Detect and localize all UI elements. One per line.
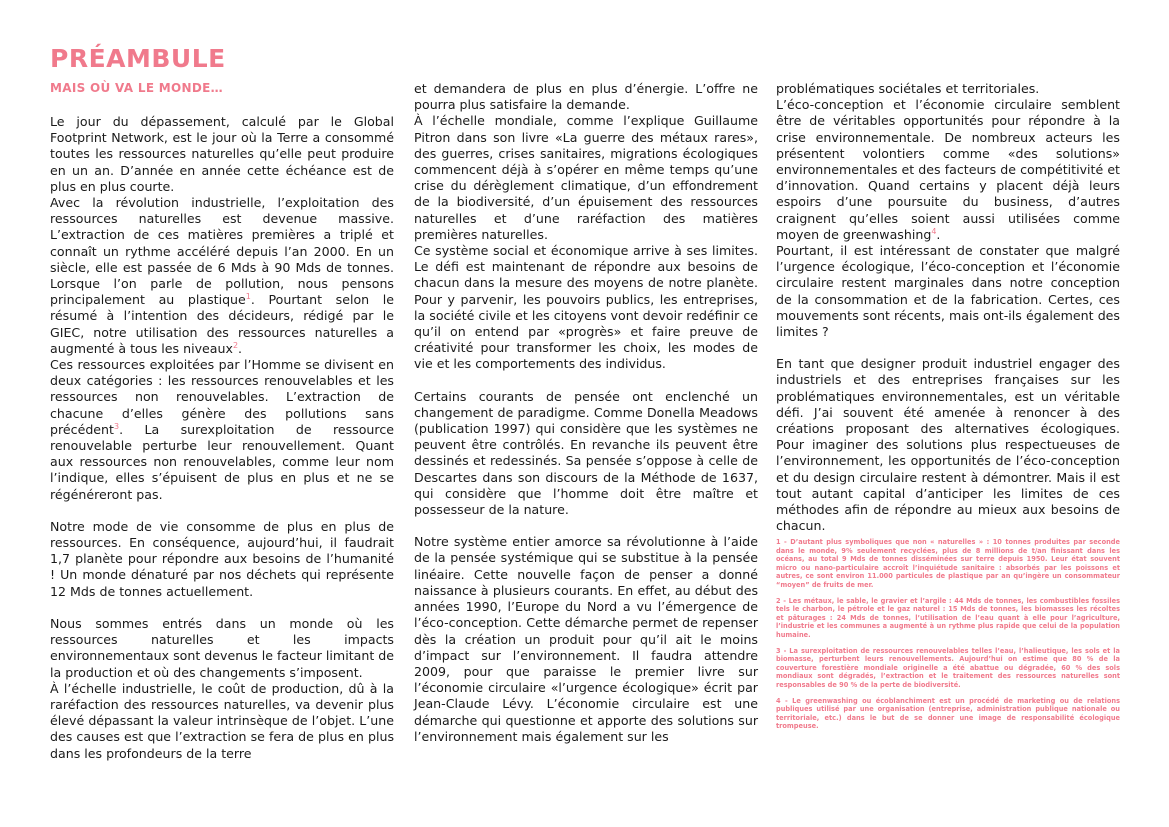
paragraph-text: L’éco-conception et l’économie circulaire semblent être de véritables opportunités pour répondre à la crise environnementale. De nombreux acteurs les présentent volontiers comme «des solutions» environnementales et des facteurs de compétitivité et d’innovation. Quand certains y placent déjà leurs espoirs d’une poursuite du business, d’autres craignent qu’elles soient aussi utilisées comme moyen de greenwashing <box>776 97 1120 242</box>
footnote-1: 1 - D’autant plus symboliques que non « naturelles » : 10 tonnes produites par seconde dans le monde, 9% seulement recyclées, plus de 8 millions de t/an finissant dans les océans, au total 9 Mds de tonnes disséminées sur terre depuis 1950. Leur état souvent micro ou nano-particulaire accroît l’inquiétude sanitaire : absorbés par les poissons et autres, ce sont environ 11.000 particules de plastique par an qu’ingère un consommateur “moyen” de fruits de mer. <box>776 538 1120 589</box>
paragraph: Notre mode de vie consomme de plus en plus de ressources. En conséquence, aujourd’hui, il faudrait 1,7 planète pour répondre aux besoins de l’humanité ! Un monde dénaturé par nos déchets qui représente 12 Mds de tonnes actuellement. <box>50 518 394 599</box>
column-3 <box>776 81 1120 739</box>
paragraph: Notre système entier amorce sa révolutionne à l’aide de la pensée systémique qui se substitue à la pensée linéaire. Cette nouvelle façon de penser a donné naissance à plusieurs courants. En effet, au début des années 1990, l’Europe du Nord a vu l’émergence de l’éco-conception. Cette démarche permet de repenser dès la création un produit pour qu’il ait le moins d’impact sur l’environnement. Il faudra attendre 2009, pour que paraisse le premier livre sur l’économie circulaire «l’urgence écologique» écrit par Jean-Claude Lévy. L’économie circulaire est une démarche qui questionne et apporte des solutions sur l’environnement mais également sur les <box>414 534 758 744</box>
column-1 <box>50 114 394 762</box>
page-title: PRÉAMBULE <box>50 44 226 73</box>
footnote-ref-3: 3 <box>113 421 120 431</box>
paragraph: Pourtant, il est intéressant de constater que malgré l’urgence écologique, l’éco-conception et l’économie circulaire restent marginales dans notre conception de la consommation et de la fabrication. Certes, ces mouvements sont récents, mais ont-ils également des limites ? <box>776 243 1120 340</box>
paragraph: À l’échelle mondiale, comme l’explique Guillaume Pitron dans son livre «La guerre des métaux rares», des guerres, crises sanitaires, migrations écologiques commencent déjà à s’opérer en même temps qu’une crise du dérèglement climatique, d’un effondrement de la biodiversité, d’un épuisement des ressources naturelles et d’une raréfaction des matières premières naturelles. <box>414 113 758 242</box>
paragraph <box>50 195 394 357</box>
footnote-4: 4 - Le greenwashing ou écoblanchiment est un procédé de marketing ou de relations publiques utilisé par une organisation (entreprise, administration publique nationale ou territoriale, etc.) dans le but de se donner une image de responsabilité écologique trompeuse. <box>776 696 1120 731</box>
paragraph: Ce système social et économique arrive à ses limites. Le défi est maintenant de répondre aux besoins de chacun dans la mesure des moyens de notre planète. Pour y parvenir, les pouvoirs publics, les entreprises, la société civile et les citoyens vont devoir redéfinir ce qu’il on entend par «progrès» et faire preuve de créativité pour transformer les choix, les modes de vie et les comportements des individus. <box>414 243 758 372</box>
paragraph-text: Avec la révolution industrielle, l’exploitation des ressources naturelles est devenue massive. L’extraction de ces matières premières a triplé et connaît un rythme accéléré depuis l’an 2000. En un siècle, elle est passée de 6 Mds à 90 Mds de tonnes. Lorsque l’on parle de pollution, nous pensons principalement au plastique <box>50 195 394 308</box>
paragraph-text: . <box>936 226 941 242</box>
paragraph: Certains courants de pensée ont enclenché un changement de paradigme. Comme Donella Meadows (publication 1997) qui considère que les systèmes ne peuvent être contrôlés. En revanche ils peuvent être dessinés et redessinés. Sa pensée s’oppose à celle de Descartes dans son discours de la Méthode de 1637, qui considère que l’homme doit être maître et possesseur de la nature. <box>414 388 758 518</box>
paragraph: et demandera de plus en plus d’énergie. L’offre ne pourra plus satisfaire la demande. <box>414 81 758 113</box>
page-subtitle: MAIS OÙ VA LE MONDE… <box>50 81 223 95</box>
paragraph-text: Ces ressources exploitées par l’Homme se divisent en deux catégories : les ressources renouvelables et les ressources non renouvelables. L’extraction de chacune d’elles génère des pollutions sans précédent <box>50 357 394 437</box>
footnote-ref-2: 2 <box>232 340 239 350</box>
footnotes <box>776 538 1120 730</box>
paragraph-text: . La surexploitation de ressource renouvelable perturbe leur renouvellement. Quant aux ressources non renouvelables, comme leur nom l’indique, elles s’épuisent de plus en plus et ne se régénéreront pas. <box>50 421 394 502</box>
paragraph <box>776 97 1120 243</box>
paragraph-text: . Pourtant selon le résumé à l’intention des décideurs, rédigé par le GIEC, notre utilisation des ressources naturelles a augmenté à tous les niveaux <box>50 292 395 356</box>
footnote-ref-4: 4 <box>931 226 937 236</box>
paragraph: problématiques sociétales et territoriales. <box>776 81 1040 96</box>
paragraph: En tant que designer produit industriel engager des industriels et des entreprises françaises sur les problématiques environnementales, est un véritable défi. J’ai souvent été amenée à renoncer à des créations proposant des alternatives écologiques. Pour imaginer des solutions plus respectueuses de l’environnement, les opportunités de l’éco-conception et du design circulaire restent à démontrer. Mais il est tout autant capital d’anticiper les limites de ces méthodes afin de répondre au mieux aux besoins de chacun. <box>776 356 1120 534</box>
footnote-ref-1: 1 <box>245 292 251 302</box>
paragraph-text: . <box>238 340 243 356</box>
paragraph: À l’échelle industrielle, le coût de production, dû à la raréfaction des ressources naturelles, va devenir plus élevé dépassant la valeur intrinsèque de l’objet. L’une des causes est que l’extraction se fera de plus en plus dans les profondeurs de la terre <box>50 680 394 761</box>
paragraph: Nous sommes entrés dans un monde où les ressources naturelles et les impacts environnementaux sont devenus le facteur limitant de la production et où des changements s’imposent. <box>50 615 395 680</box>
column-2 <box>414 81 758 745</box>
paragraph: Le jour du dépassement, calculé par le Global Footprint Network, est le jour où la Terre a consommé toutes les ressources naturelles qu’elle peut produire en un an. D’année en année cette échéance est de plus en plus courte. <box>50 114 394 194</box>
footnote-3: 3 - La surexploitation de ressources renouvelables telles l’eau, l’halieutique, les sols et la biomasse, perturbent leurs renouvellements. Aujourd’hui on estime que 80 % de la couverture forestière mondiale originelle a été abattue ou dégradée, 60 % des sols mondiaux sont dégradés, l’extraction et le traitement des ressources naturelles sont responsables de 90 % de la perte de biodiversité. <box>776 646 1120 689</box>
footnote-2: 2 - Les métaux, le sable, le gravier et l’argile : 44 Mds de tonnes, les combustibles fossiles tels le charbon, le pétrole et le gaz naturel : 15 Mds de tonnes, les biomasses les récoltes et pâturages : 24 Mds de tonnes, l’utilisation de l’eau quant à elle pour l’agriculture, l’industrie et les communes a augmenté à un rythme plus rapide que celui de la population humaine. <box>776 596 1120 639</box>
paragraph <box>50 357 394 503</box>
